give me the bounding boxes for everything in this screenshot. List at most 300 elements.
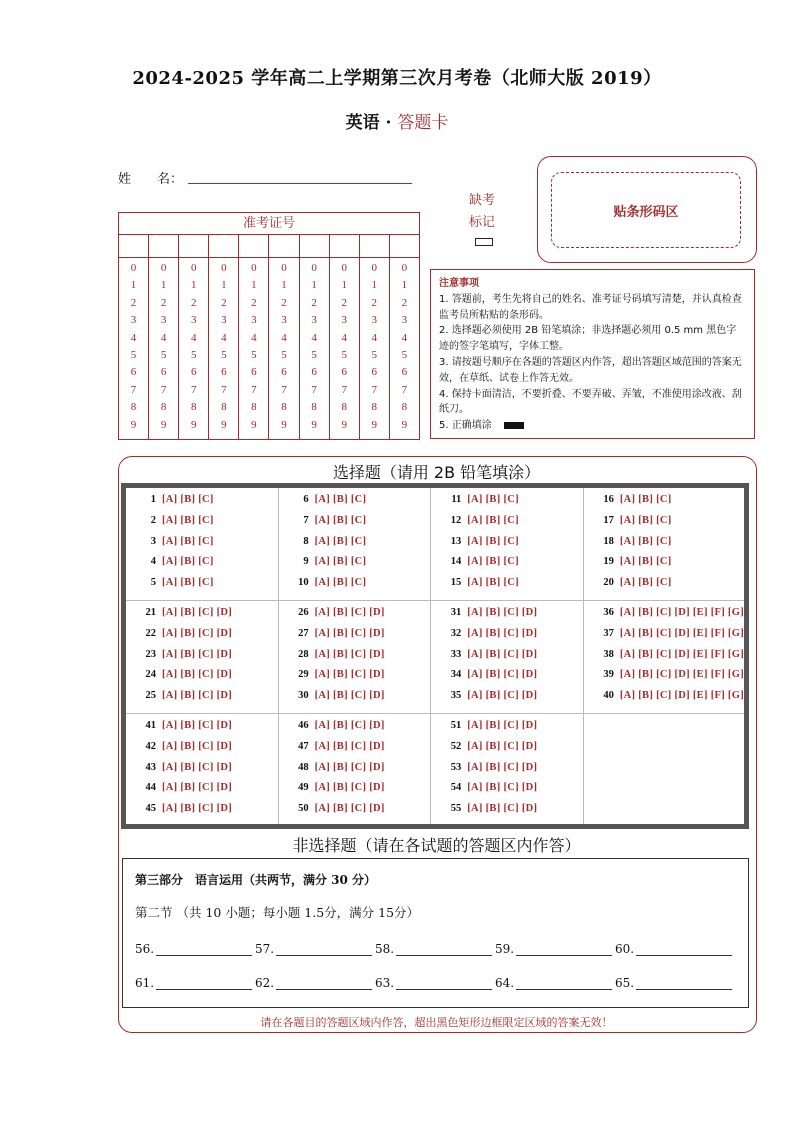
exam-id-digit-bubble[interactable]: 4 <box>281 331 287 344</box>
answer-bubbles[interactable]: [A] [B] [C] [D] <box>314 690 385 702</box>
exam-id-digit-bubble[interactable]: 8 <box>371 401 378 414</box>
question-row <box>441 716 583 737</box>
exam-id-digit-bubble[interactable]: 8 <box>130 401 137 414</box>
exam-id-digit-bubble[interactable]: 4 <box>221 331 227 344</box>
exam-id-digit-bubble[interactable]: 7 <box>281 383 287 396</box>
question-number: 26 <box>298 607 309 618</box>
exam-id-write-box[interactable] <box>239 235 269 257</box>
question-group <box>431 714 584 824</box>
answer-bubbles[interactable]: [A] [B] [C] <box>314 577 367 589</box>
question-number: 15 <box>450 577 462 589</box>
question-row <box>441 511 583 532</box>
exam-id-digit-bubble[interactable]: 7 <box>371 383 378 396</box>
question-number: 31 <box>450 607 462 618</box>
blank-line[interactable] <box>396 975 492 990</box>
question-number: 23 <box>145 648 156 660</box>
blank-number: 65. <box>615 976 635 990</box>
exam-id-digit-bubble[interactable]: 6 <box>371 366 378 379</box>
question-row <box>289 686 431 707</box>
question-number: 46 <box>298 720 309 731</box>
exam-id-digit-bubble[interactable]: 0 <box>341 262 347 274</box>
question-row <box>594 552 744 573</box>
question-number: 21 <box>145 607 156 618</box>
question-number: 14 <box>450 556 462 568</box>
blank-line[interactable] <box>516 941 612 956</box>
answer-bubbles[interactable]: [A] [B] [C] [D] [E] [F] [G] <box>619 627 744 639</box>
answer-bubbles[interactable]: [A] [B] [C] [D] <box>314 782 385 794</box>
exam-id-digit-bubble[interactable]: 9 <box>401 418 408 431</box>
exam-id-column <box>179 258 209 439</box>
answer-bubbles[interactable]: [A] [B] [C] <box>619 535 672 547</box>
exam-id-write-box[interactable] <box>179 235 209 257</box>
question-number: 27 <box>298 627 309 639</box>
exam-id-digit-bubble[interactable]: 1 <box>371 279 378 292</box>
nc-section-title: 非选择题（请在各试题的答题区内作答） <box>292 836 581 855</box>
question-number: 19 <box>603 556 614 568</box>
exam-id-digit-bubble[interactable]: 1 <box>130 279 137 292</box>
exam-id-digit-bubble[interactable]: 2 <box>371 296 378 309</box>
answer-bubbles[interactable]: [A] [B] [C] [D] <box>314 803 385 815</box>
exam-id-digit-bubble[interactable]: 9 <box>130 418 137 431</box>
exam-id-digit-bubble[interactable]: 6 <box>160 366 167 379</box>
exam-id-digit-bubble[interactable]: 0 <box>311 262 317 274</box>
exam-id-digit-bubble[interactable]: 4 <box>130 331 137 344</box>
notice-box <box>430 269 755 439</box>
question-row <box>289 624 431 645</box>
exam-id-digit-bubble[interactable]: 7 <box>190 383 197 396</box>
exam-id-digit-bubble[interactable]: 7 <box>221 383 227 396</box>
question-row <box>594 490 744 511</box>
answer-bubbles[interactable]: [A] [B] [C] [D] [E] [F] [G] <box>619 648 744 660</box>
exam-id-digit-bubble[interactable]: 0 <box>371 262 378 274</box>
answer-blank[interactable] <box>615 941 735 956</box>
answer-bubbles[interactable]: [A] [B] [C] <box>162 494 214 505</box>
blank-number: 63. <box>375 976 395 990</box>
question-group <box>431 601 584 714</box>
answer-bubbles[interactable]: [A] [B] [C] [D] <box>467 627 538 639</box>
answer-bubbles[interactable]: [A] [B] [C] [D] <box>314 720 385 731</box>
exam-id-digit-bubble[interactable]: 3 <box>130 314 137 327</box>
answer-bubbles[interactable]: [A] [B] [C] <box>467 556 519 568</box>
exam-id-digit-bubble[interactable]: 7 <box>311 383 317 396</box>
exam-id-write-box[interactable] <box>209 235 239 257</box>
exam-id-digit-bubble[interactable]: 5 <box>130 349 137 362</box>
blank-line[interactable] <box>396 941 492 956</box>
exam-id-digit-bubble[interactable]: 2 <box>251 296 257 309</box>
answer-bubbles[interactable]: [A] [B] [C] [D] [E] [F] [G] <box>619 669 744 681</box>
exam-id-digit-bubble[interactable]: 4 <box>311 331 317 344</box>
exam-id-digit-bubble[interactable]: 9 <box>371 418 378 431</box>
question-row <box>136 799 278 820</box>
exam-id-digit-bubble[interactable]: 1 <box>401 279 408 292</box>
exam-id-digit-bubble[interactable]: 0 <box>251 262 257 274</box>
question-row <box>289 552 431 573</box>
answer-bubbles[interactable]: [A] [B] [C] [D] <box>162 669 233 681</box>
name-label: 姓 名： <box>118 172 184 187</box>
question-group <box>584 601 744 714</box>
question-number: 13 <box>450 535 462 547</box>
exam-id-digit-bubble[interactable]: 7 <box>341 383 347 396</box>
exam-id-digit-bubble[interactable]: 1 <box>190 279 197 292</box>
exam-id-digit-bubble[interactable]: 0 <box>401 262 408 274</box>
question-row <box>594 624 744 645</box>
exam-id-digit-bubble[interactable]: 5 <box>341 349 347 362</box>
exam-id-digit-bubble[interactable]: 3 <box>401 314 408 327</box>
question-group <box>584 714 744 824</box>
exam-id-digit-bubble[interactable]: 8 <box>251 401 257 414</box>
question-row <box>289 758 431 779</box>
mc-answer-area <box>121 483 749 829</box>
blank-number: 56. <box>135 942 155 956</box>
fill-example-mark <box>504 422 524 429</box>
exam-id-digit-bubble[interactable]: 6 <box>281 366 287 379</box>
notice-item-1: 1. 答题前，考生先将自己的姓名、准考证号码填写清楚，并认真检查监考员所粘贴的条形码。 <box>439 293 742 321</box>
answer-bubbles[interactable]: [A] [B] [C] <box>619 514 672 526</box>
answer-bubbles[interactable]: [A] [B] [C] <box>619 577 672 589</box>
answer-bubbles[interactable]: [A] [B] [C] <box>467 514 519 526</box>
exam-id-digit-bubble[interactable]: 5 <box>251 349 257 362</box>
exam-id-digit-bubble[interactable]: 8 <box>190 401 197 414</box>
question-number: 39 <box>603 669 614 681</box>
name-field[interactable] <box>188 183 412 184</box>
question-number: 44 <box>145 782 156 794</box>
exam-id-digit-bubble[interactable]: 1 <box>311 279 317 292</box>
absent-checkbox[interactable] <box>475 238 493 246</box>
question-row <box>136 645 278 666</box>
subject-heading <box>0 108 794 133</box>
exam-id-digit-bubble[interactable]: 3 <box>221 314 227 327</box>
answer-blank[interactable] <box>255 941 375 956</box>
answer-bubbles[interactable]: [A] [B] [C] [D] <box>314 648 385 660</box>
question-group <box>279 488 432 601</box>
answer-bubbles[interactable]: [A] [B] [C] [D] <box>467 740 538 752</box>
answer-bubbles[interactable]: [A] [B] [C] [D] <box>162 690 233 702</box>
question-number: 38 <box>603 648 614 660</box>
question-number: 2 <box>150 514 156 526</box>
question-row <box>136 665 278 686</box>
question-row <box>441 603 583 624</box>
answer-bubbles[interactable]: [A] [B] [C] [D] <box>467 761 538 773</box>
exam-id-digit-bubble[interactable]: 5 <box>221 349 227 362</box>
exam-id-digit-bubble[interactable]: 8 <box>401 401 408 414</box>
answer-bubbles[interactable]: [A] [B] [C] [D] <box>314 607 385 618</box>
question-number: 3 <box>150 535 156 547</box>
question-number: 30 <box>298 690 309 702</box>
exam-id-write-box[interactable] <box>269 235 299 257</box>
question-row <box>441 645 583 666</box>
exam-id-digit-bubble[interactable]: 4 <box>341 331 347 344</box>
exam-id-digit-bubble[interactable]: 6 <box>130 366 137 379</box>
exam-id-digit-bubble[interactable]: 7 <box>130 383 137 396</box>
notice-item-4: 4. 保持卡面清洁，不要折叠、不要弄破、弄皱，不准使用涂改液、刮纸刀。 <box>439 388 742 416</box>
exam-id-digit-bubble[interactable]: 4 <box>371 331 378 344</box>
answer-bubbles[interactable]: [A] [B] [C] <box>314 494 367 505</box>
question-number: 18 <box>603 535 614 547</box>
answer-bubbles[interactable]: [A] [B] [C] [D] <box>467 690 538 702</box>
exam-id-digit-bubble[interactable]: 6 <box>190 366 197 379</box>
exam-id-digit-bubble[interactable]: 3 <box>160 314 167 327</box>
question-row <box>441 573 583 594</box>
answer-bubbles[interactable]: [A] [B] [C] <box>619 556 672 568</box>
question-number: 28 <box>298 648 309 660</box>
question-row <box>289 778 431 799</box>
blank-line[interactable] <box>276 941 372 956</box>
question-row <box>441 490 583 511</box>
exam-id-digit-bubble[interactable]: 9 <box>160 418 167 431</box>
exam-id-digit-bubble[interactable]: 4 <box>401 331 408 344</box>
question-row <box>289 573 431 594</box>
answer-bubbles[interactable]: [A] [B] [C] [D] [E] [F] [G] <box>619 690 744 702</box>
question-number: 8 <box>303 535 309 547</box>
exam-id-digit-bubble[interactable]: 9 <box>221 418 227 431</box>
exam-id-column <box>330 258 360 439</box>
question-row <box>136 511 278 532</box>
question-row <box>289 532 431 553</box>
exam-id-digit-bubble[interactable]: 2 <box>221 296 227 309</box>
exam-id-digit-bubble[interactable]: 5 <box>371 349 378 362</box>
answer-bubbles[interactable]: [A] [B] [C] [D] <box>162 720 233 731</box>
question-number: 55 <box>450 803 462 815</box>
question-number: 22 <box>145 627 156 639</box>
question-group <box>126 488 279 601</box>
exam-id-digit-bubble[interactable]: 4 <box>160 331 167 344</box>
exam-id-digit-bubble[interactable]: 0 <box>160 262 167 274</box>
answer-blank[interactable] <box>135 975 255 990</box>
exam-id-column <box>209 258 239 439</box>
question-row <box>594 511 744 532</box>
exam-id-digit-bubble[interactable]: 1 <box>341 279 347 292</box>
fill-example-label: 5. 正确填涂 <box>439 420 492 432</box>
answer-blank[interactable] <box>255 975 375 990</box>
question-row <box>441 737 583 758</box>
question-group <box>431 488 584 601</box>
exam-id-digit-bubble[interactable]: 9 <box>190 418 197 431</box>
question-row <box>441 552 583 573</box>
answer-bubbles[interactable]: [A] [B] [C] [D] [E] [F] [G] <box>619 607 744 618</box>
exam-id-digit-bubble[interactable]: 3 <box>371 314 378 327</box>
question-number: 5 <box>150 577 156 589</box>
exam-id-digit-columns <box>119 258 419 439</box>
answer-blank[interactable] <box>135 941 255 956</box>
exam-id-column <box>300 258 330 439</box>
question-group <box>126 601 279 714</box>
question-number: 25 <box>145 690 156 702</box>
answer-bubbles[interactable]: [A] [B] [C] [D] <box>162 648 233 660</box>
answer-bubbles[interactable]: [A] [B] [C] [D] <box>162 782 233 794</box>
answer-blank[interactable] <box>375 975 495 990</box>
answer-bubbles[interactable]: [A] [B] [C] [D] <box>467 669 538 681</box>
question-group <box>126 714 279 824</box>
exam-id-digit-bubble[interactable]: 9 <box>251 418 257 431</box>
exam-id-digit-bubble[interactable]: 5 <box>190 349 197 362</box>
exam-id-digit-bubble[interactable]: 2 <box>311 296 317 309</box>
exam-id-digit-bubble[interactable]: 3 <box>281 314 287 327</box>
blank-number: 57. <box>255 942 275 956</box>
question-row <box>289 511 431 532</box>
answer-bubbles[interactable]: [A] [B] [C] <box>467 577 519 589</box>
exam-id-digit-bubble[interactable]: 7 <box>251 383 257 396</box>
exam-id-column <box>149 258 179 439</box>
question-row <box>441 778 583 799</box>
answer-blank[interactable] <box>495 941 615 956</box>
exam-id-column <box>119 258 149 439</box>
answer-blank[interactable] <box>615 975 735 990</box>
question-row <box>136 737 278 758</box>
exam-id-digit-bubble[interactable]: 8 <box>311 401 317 414</box>
question-number: 17 <box>603 514 614 526</box>
exam-id-digit-bubble[interactable]: 2 <box>281 296 287 309</box>
answer-bubbles[interactable]: [A] [B] [C] <box>314 514 367 526</box>
exam-id-digit-bubble[interactable]: 7 <box>401 383 408 396</box>
answer-bubbles[interactable]: [A] [B] [C] <box>619 494 672 505</box>
answer-bubbles[interactable]: [A] [B] [C] <box>467 535 519 547</box>
exam-id-write-box[interactable] <box>360 235 390 257</box>
blank-line[interactable] <box>516 975 612 990</box>
question-row <box>289 490 431 511</box>
exam-id-digit-bubble[interactable]: 4 <box>190 331 197 344</box>
absent-label-line1: 缺考 <box>468 193 495 208</box>
exam-id-digit-bubble[interactable]: 2 <box>341 296 347 309</box>
exam-id-digit-bubble[interactable]: 0 <box>130 262 137 274</box>
answer-blank[interactable] <box>495 975 615 990</box>
question-row <box>136 624 278 645</box>
question-number: 34 <box>450 669 462 681</box>
question-number: 7 <box>303 514 309 526</box>
exam-id-digit-bubble[interactable]: 6 <box>221 366 227 379</box>
exam-id-digit-bubble[interactable]: 6 <box>341 366 347 379</box>
answer-bubbles[interactable]: [A] [B] [C] <box>162 535 214 547</box>
answer-bubbles[interactable]: [A] [B] [C] [D] <box>467 607 538 618</box>
exam-id-digit-bubble[interactable]: 0 <box>190 262 197 274</box>
exam-id-digit-bubble[interactable]: 2 <box>160 296 167 309</box>
answer-bubbles[interactable]: [A] [B] [C] [D] <box>162 607 233 618</box>
exam-id-digit-bubble[interactable]: 9 <box>341 418 347 431</box>
answer-bubbles[interactable]: [A] [B] [C] <box>162 514 214 526</box>
question-number: 10 <box>298 577 309 589</box>
blank-row-2 <box>135 975 735 990</box>
exam-id-digit-bubble[interactable]: 3 <box>190 314 197 327</box>
question-row <box>136 686 278 707</box>
exam-id-digit-bubble[interactable]: 8 <box>341 401 347 414</box>
exam-id-digit-bubble[interactable]: 2 <box>401 296 408 309</box>
question-row <box>289 716 431 737</box>
answer-bubbles[interactable]: [A] [B] [C] [D] <box>314 740 385 752</box>
question-number: 37 <box>603 627 614 639</box>
question-group <box>279 714 432 824</box>
answer-bubbles[interactable]: [A] [B] [C] [D] <box>162 740 233 752</box>
exam-id-digit-bubble[interactable]: 9 <box>281 418 287 431</box>
answer-bubbles[interactable]: [A] [B] [C] [D] <box>162 761 233 773</box>
answer-bubbles[interactable]: [A] [B] [C] <box>162 556 214 568</box>
part-heading: 第三部分 语言运用（共两节，满分 30 分） <box>135 873 377 887</box>
question-number: 20 <box>603 577 614 589</box>
blank-line[interactable] <box>636 941 732 956</box>
exam-id-digit-bubble[interactable]: 6 <box>401 366 408 379</box>
answer-bubbles[interactable]: [A] [B] [C] <box>162 577 214 589</box>
exam-id-digit-bubble[interactable]: 0 <box>281 262 287 274</box>
answer-bubbles[interactable]: [A] [B] [C] <box>314 535 367 547</box>
answer-bubbles[interactable]: [A] [B] [C] [D] <box>314 627 385 639</box>
exam-id-digit-bubble[interactable]: 6 <box>251 366 257 379</box>
exam-id-digit-bubble[interactable]: 5 <box>401 349 408 362</box>
question-row <box>136 573 278 594</box>
answer-bubbles[interactable]: [A] [B] [C] [D] <box>467 782 538 794</box>
blank-line[interactable] <box>156 941 252 956</box>
blank-line[interactable] <box>276 975 372 990</box>
question-number: 12 <box>450 514 462 526</box>
question-row <box>594 603 744 624</box>
exam-id-digit-bubble[interactable]: 6 <box>311 366 317 379</box>
exam-id-digit-bubble[interactable]: 2 <box>190 296 197 309</box>
exam-id-digit-bubble[interactable]: 1 <box>281 279 287 292</box>
exam-id-digit-bubble[interactable]: 9 <box>311 418 317 431</box>
absent-mark-label <box>462 190 502 234</box>
barcode-area: 贴条形码区 <box>551 172 741 248</box>
exam-id-digit-bubble[interactable]: 8 <box>221 401 227 414</box>
exam-id-digit-bubble[interactable]: 8 <box>160 401 167 414</box>
exam-id-digit-bubble[interactable]: 1 <box>160 279 167 292</box>
exam-id-grid <box>118 212 420 440</box>
exam-id-digit-bubble[interactable]: 5 <box>311 349 317 362</box>
exam-id-digit-bubble[interactable]: 0 <box>221 262 227 274</box>
exam-id-digit-bubble[interactable]: 1 <box>251 279 257 292</box>
answer-blank[interactable] <box>375 941 495 956</box>
exam-id-digit-bubble[interactable]: 4 <box>251 331 257 344</box>
answer-bubbles[interactable]: [A] [B] [C] [D] <box>467 720 538 731</box>
blank-line[interactable] <box>156 975 252 990</box>
exam-id-write-box[interactable] <box>119 235 149 257</box>
question-row <box>136 716 278 737</box>
exam-id-write-box[interactable] <box>300 235 330 257</box>
exam-id-digit-bubble[interactable]: 3 <box>251 314 257 327</box>
answer-bubbles[interactable]: [A] [B] [C] [D] <box>314 669 385 681</box>
exam-id-digit-bubble[interactable]: 2 <box>130 296 137 309</box>
exam-id-digit-bubble[interactable]: 3 <box>311 314 317 327</box>
exam-id-digit-bubble[interactable]: 3 <box>341 314 347 327</box>
blank-number: 59. <box>495 942 515 956</box>
exam-id-digit-bubble[interactable]: 8 <box>281 401 287 414</box>
question-number: 43 <box>145 761 156 773</box>
blank-number: 60. <box>615 942 635 956</box>
question-number: 42 <box>145 740 156 752</box>
notice-item-3: 3. 请按题号顺序在各题的答题区内作答，超出答题区域范围的答案无效，在草纸、试卷上作答无效。 <box>439 356 742 384</box>
answer-bubbles[interactable]: [A] [B] [C] [D] <box>162 803 233 815</box>
exam-id-column <box>239 258 269 439</box>
question-number: 52 <box>450 740 462 752</box>
exam-id-digit-bubble[interactable]: 5 <box>281 349 287 362</box>
question-row <box>441 532 583 553</box>
question-number: 51 <box>450 720 462 731</box>
question-number: 35 <box>450 690 462 702</box>
blank-line[interactable] <box>636 975 732 990</box>
answer-bubbles[interactable]: [A] [B] [C] [D] <box>467 803 538 815</box>
answer-bubbles[interactable]: [A] [B] [C] [D] <box>162 627 233 639</box>
answer-bubbles[interactable]: [A] [B] [C] [D] <box>314 761 385 773</box>
answer-bubbles[interactable]: [A] [B] [C] [D] <box>467 648 538 660</box>
exam-id-write-box[interactable] <box>390 235 419 257</box>
exam-id-write-box[interactable] <box>330 235 360 257</box>
exam-id-write-boxes <box>119 235 419 258</box>
exam-id-digit-bubble[interactable]: 5 <box>160 349 167 362</box>
question-row <box>289 665 431 686</box>
question-number: 36 <box>603 607 614 618</box>
answer-bubbles[interactable]: [A] [B] [C] <box>467 494 519 505</box>
exam-id-digit-bubble[interactable]: 1 <box>221 279 227 292</box>
answer-bubbles[interactable]: [A] [B] [C] <box>314 556 367 568</box>
question-row <box>594 645 744 666</box>
exam-id-digit-bubble[interactable]: 7 <box>160 383 167 396</box>
exam-id-write-box[interactable] <box>149 235 179 257</box>
